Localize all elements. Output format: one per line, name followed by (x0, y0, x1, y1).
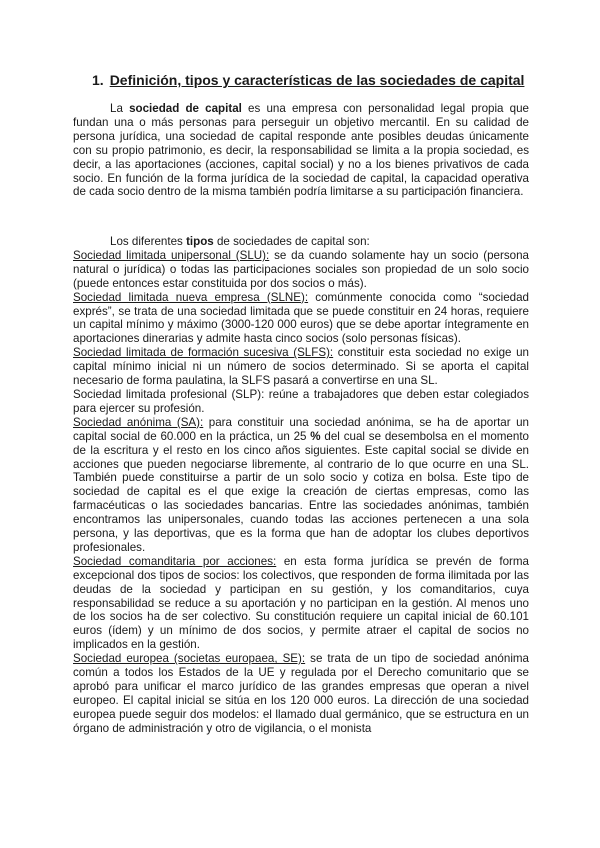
types-intro-start: Los diferentes (110, 235, 187, 248)
type-description: constituir esta sociedad no exige un capital mínimo inicial ni un número de socios determinado. Si se aporta el capital necesario de forma paulatina, la SLFS pasará a convertirse en una SL. (73, 346, 529, 388)
percent-symbol: % (310, 429, 321, 443)
type-term: Sociedad anónima (SA): (73, 415, 204, 429)
heading-number: 1. (92, 72, 104, 88)
section-heading (92, 71, 532, 89)
type-description: se da cuando solamente hay un socio (persona natural o jurídica) o todas las participaciones sociales son propiedad de un solo socio (puede entonces estar constituida por dos socios o más). (73, 248, 529, 290)
type-description: Sociedad limitada profesional (SLP): reúne a trabajadores que deben estar colegiados para ejercer su profesión. (73, 387, 529, 415)
intro-bold-term: sociedad de capital (129, 102, 242, 115)
type-item-comanditaria (73, 555, 529, 652)
type-term: Sociedad comanditaria por acciones: (73, 554, 277, 568)
type-description: comúnmente conocida como “sociedad exprés”, se trata de una sociedad limitada que se puede constituir en 24 horas, requiere un capital mínimo y máximo (3000-120 000 euros) que se debe aportar íntegramente en aportaciones dinerarias y admite hasta cinco socios (solo personas físicas). (73, 290, 530, 346)
type-item-slu (73, 249, 529, 291)
types-list-block (73, 235, 529, 736)
intro-paragraph-block (73, 102, 529, 199)
type-term: Sociedad europea (societas europaea, SE): (73, 652, 306, 666)
type-term: Sociedad limitada unipersonal (SLU): (73, 248, 270, 262)
type-description: del cual se desembolsa en el momento de la escritura y el resto en los cinco años siguientes. Este capital social se divide en acciones que pueden negociarse libremente, al contrario de lo que ocurre en una SL. También puede constituirse a partir de un solo socio y cotiza en bolsa. Este tipo de sociedad de capital es el que exige la creación de ciertas empresas, como las farmacéuticas o las sociedades bancarias. Entre las sociedades anónimas, también encontramos las unipersonales, cuando todas las acciones pertenecen a una sola persona, y las deportivas, que es la forma que han de adoptar los clubes deportivos profesionales. (73, 429, 529, 554)
type-description: en esta forma jurídica se prevén de forma excepcional dos tipos de socios: los colectivos, que responden de forma ilimitada por las deudas de la sociedad y participan en su gestión, y los comanditarios, cuya responsabilidad se reduce a su aportación y no participan en la gestión. Al menos uno de los socios ha de ser colectivo. Su constitución requiere un capital inicial de 60.101 euros (ídem) y un mínimo de dos socios, y permite atraer el capital de socios no implicados en la gestión. (73, 554, 529, 652)
type-description-start: para constituir una sociedad anónima, se ha de aportar un capital social de 60.000 en la práctica, un 25 (73, 415, 530, 443)
type-item-slfs (73, 346, 529, 388)
type-item-se (73, 652, 529, 735)
types-intro-rest: de sociedades de capital son: (213, 235, 370, 248)
type-term: Sociedad limitada de formación sucesiva (SLFS): (73, 346, 334, 360)
type-item-slne (73, 291, 529, 347)
type-item-slp (73, 388, 529, 416)
intro-text-rest: es una empresa con personalidad legal propia que fundan una o más personas para perseguir un objetivo mercantil. En su calidad de persona jurídica, una sociedad de capital responde ante posibles deudas únicamente con su propio patrimonio, es decir, la responsabilidad se limita a la propia sociedad, es decir, a las aportaciones (acciones, capital social) y no a los bienes privativos de cada socio. En función de la forma jurídica de la sociedad de capital, la capacidad operativa de cada socio dentro de la misma también podría limitarse a su participación financiera. (73, 102, 529, 199)
types-intro (73, 235, 529, 249)
intro-paragraph (73, 102, 529, 199)
type-item-sa (73, 416, 529, 555)
type-description: se trata de un tipo de sociedad anónima común a todos los Estados de la UE y regulada por el Derecho comunitario que se aprobó para unificar el marco jurídico de las grandes empresas que operan a nivel europeo. El capital inicial se sitúa en los 120 000 euros. La dirección de una sociedad europea puede seguir dos modelos: el llamado dual germánico, que se estructura en un órgano de administración y otro de vigilancia, o el monista (73, 652, 530, 735)
intro-text-start: La (110, 102, 130, 115)
type-term: Sociedad limitada nueva empresa (SLNE): (73, 290, 309, 304)
types-intro-bold: tipos (186, 235, 214, 248)
heading-text: Definición, tipos y características de las sociedades de capital (109, 72, 525, 88)
